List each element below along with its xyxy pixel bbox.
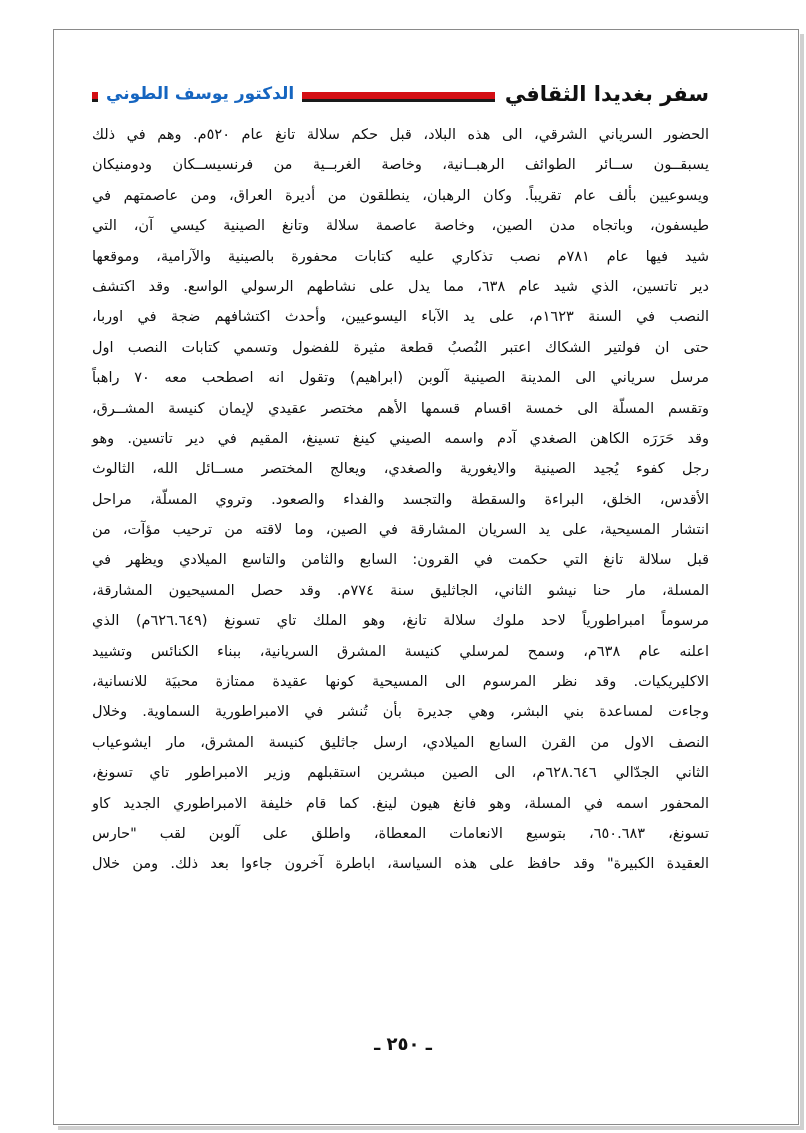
body-line: مرسل سرياني الى المدينة الصينية آلوبن (ابراهيم) وتقول انه اصطحب معه ٧٠ راهباً [92, 370, 709, 387]
body-line: النصف الاول من القرن السابع الميلادي، ارسل جاثليق كنيسة المشرق، مار ايشوعياب [92, 734, 709, 751]
body-line: الثاني الجدّالي ٦٢٨.٦٤٦م، الى الصين مبشرين استقبلهم وزير الامبراطور تاي تسونغ، [92, 765, 709, 782]
book-title: سفر بغديدا الثقافي [495, 80, 709, 108]
body-line: طيسفون، وباتجاه مدن الصين، وخاصة عاصمة سلالة وتانغ الصينية كيسي آن، التي [92, 218, 709, 235]
body-line: المسلة، مار حنا نيشو الثاني، الجاثليق سنة ٧٧٤م. وقد حصل المسيحيون المشارقة، [92, 582, 709, 599]
body-line: العقيدة الكبيرة" وقد حافظ على هذه السياسة، اباطرة آخرون جاءوا بعد ذلك. ومن خلال [92, 856, 709, 873]
body-line: يسبقــون ســائر الطوائف الرهبــانية، وخاصة الغربــية من فرنسيســكان ودومنيكان [92, 157, 709, 174]
body-line: الحضور السرياني الشرقي، الى هذه البلاد، قبل حكم سلالة تانغ عام ٥٢٠م. وهم في ذلك [92, 127, 710, 143]
page-number: ـ ٢٥٠ ـ [374, 1034, 432, 1055]
body-line: وتقسم المسلّة الى خمسة اقسام قسمها الأهم مختصر عقيدي لإيمان كنيسة المشــرق، [92, 400, 709, 417]
running-header [92, 80, 709, 110]
author-name: الدكتور يوسف الطوني [98, 80, 302, 108]
body-line: وقد حَرَرَه الكاهن الصغدي آدم واسمه الصيني كينغ تسينغ، المقيم في دير تاتسين. وهو [92, 430, 709, 447]
body-line: رجل كفوء يُجيد الصينية والايغورية والصغدي، ويعالج المختصر مســائل الله، الثالوث [92, 461, 709, 478]
body-line: الأقدس، الخلق، البراءة والسقطة والتجسد والفداء والصعود. وتروي المسلّة، مراحل [92, 491, 709, 508]
body-line: تسونغ، ٦٥٠.٦٨٣، بتوسيع الانعامات المعطاة، واطلق على آلوبن لقب "حارس [92, 825, 709, 842]
body-line: المحفور اسمه في المسلة، وهو فانغ هيون لينغ. كما قام خليفة الامبراطوري الجديد كاو [92, 795, 709, 812]
body-line: انتشار المسيحية، على يد السريان المشارقة في الصين، وما لاقته من ترحيب مؤآت، من [92, 522, 709, 539]
body-line: مرسوماً امبراطورياً لاحد ملوك سلالة تانغ، وهو الملك تاي تسونغ (٦٢٦.٦٤٩م) الذي [92, 613, 709, 630]
body-text [92, 120, 709, 880]
body-line: قبل سلالة تانغ التي حكمت في القرون: السابع والثامن والتاسع الميلادي ويظهر في [92, 552, 709, 569]
body-line: الاكليريكيات. وقد نظر المرسوم الى المسيحية كونها عقيدة ممتازة محبيَة للانسانية، [92, 674, 709, 691]
body-line: شيد فيها عام ٧٨١م نصب تذكاري عليه كتابات محفورة بالصينية والآرامية، وموقعها [92, 248, 709, 265]
body-line: حتى ان فولتير الشكاك اعتبر النُصبُ قطعة مثيرة للفضول وتسمي كتابات النصب اول [92, 339, 709, 356]
body-line: اعلنه عام ٦٣٨م، وسمح لمرسلي كنيسة المشرق السريانية، ببناء الكنائس وتشييد [92, 643, 709, 660]
body-line: ويسوعيين بألف عام تقريباً. وكان الرهبان، ينطلقون من أديرة العراق، ومن عاصمتهم في [92, 187, 709, 204]
body-line: دير تاتسين، الذي شيد عام ٦٣٨، مما يدل على نشاطهم الرسولي الواسع. وقد اكتشف [92, 278, 710, 295]
body-line: النصب في السنة ١٦٢٣م، على يد الآباء اليسوعيين، وأحدث اكتشافهم ضجة في اوربا، [92, 309, 709, 326]
body-line: وجاءت لمساعدة بني البشر، وهي جديرة بأن تُنشر في الامبراطورية السماوية. وخلال [92, 704, 709, 721]
